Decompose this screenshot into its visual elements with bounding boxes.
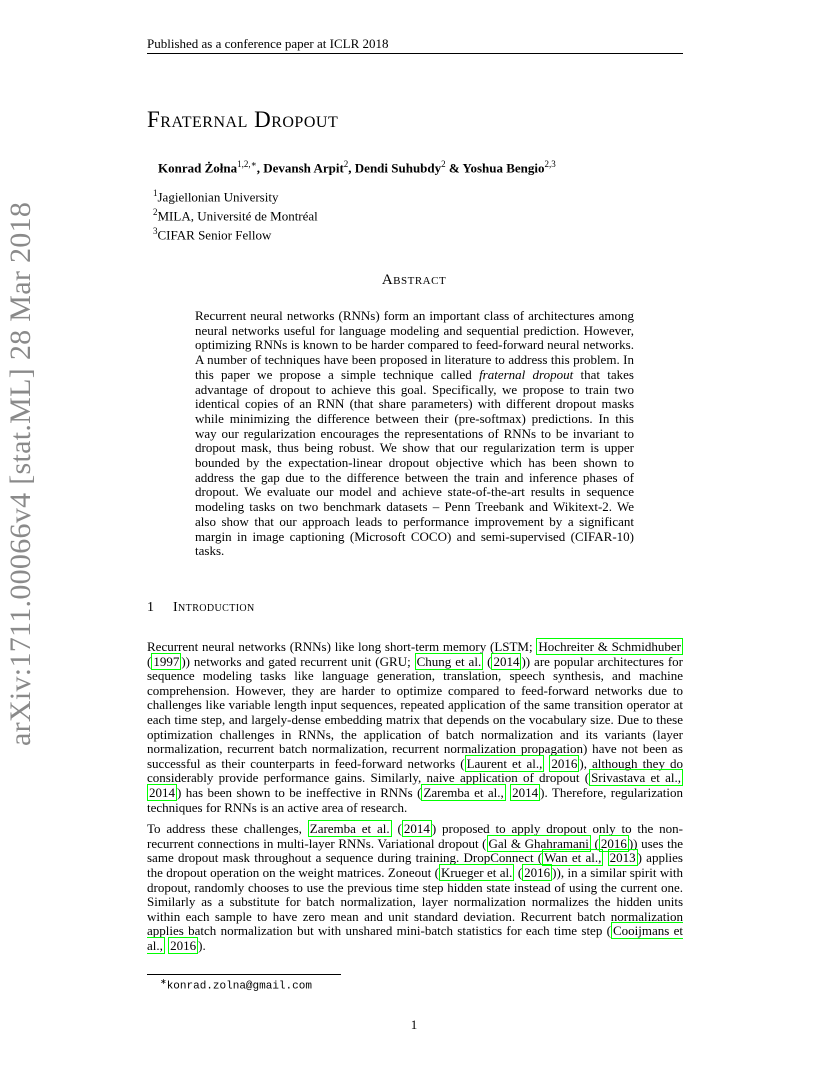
- footnote-email[interactable]: konrad.zolna@gmail.com: [166, 980, 312, 993]
- abstract-text: that takes advantage of dropout to achieve this goal. Specifically, we propose to train two identical copies of an RNN (that share parameters) with different dropout masks while minimizing the difference between their (pre-softmax) predictions. In this way our regularization encourages the representations of RNNs to be invariant to dropout mask, thus being robust. We show that our regularization term is upper bounded by the expectation-linear dropout objective which has been shown to address the gap due to the difference between the train and inference phases of dropout. We evaluate our model and achieve state-of-the-art results in sequence modeling tasks on two benchmark datasets – Penn Treebank and Wikitext-2. We also show that our approach leads to performance improvement by a significant margin in image captioning (Microsoft COCO) and semi-supervised (CIFAR-10) tasks.: [195, 366, 634, 559]
- paragraph: Recurrent neural networks (RNNs) like long short-term memory (LSTM; Hochreiter & Schmidhuber ( 1997 )) networks and gated recurrent unit (GRU; Chung et al. ( 2014 )) are popular architectures for sequence modeling tasks like language generation, translation, speech synthesis, and machine comprehension. However, they are harder to optimize compared to feed-forward networks due to challenges like variable length input sequences, repeated application of the same transition operator at each time step, and largely-dense embedding matrix that depends on the vocabulary size. Due to these optimization challenges in RNNs, the application of batch normalization and its variants (layer normalization, recurrent batch normalization, recurrent normalization propagation) have not been as successful as their counterparts in feed-forward networks ( Laurent et al., 2016 ), although they do considerably provide performance gains. Similarly, naive application of dropout ( Srivastava et al., 2014 ) has been shown to be ineffective in RNNs ( Zaremba et al., 2014 ). Therefore, regularization techniques for RNNs is an active area of research.: [147, 639, 683, 815]
- citation-link[interactable]: Hochreiter & Schmidhuber: [538, 639, 682, 654]
- affiliation: [153, 186, 318, 205]
- header-rule: [147, 53, 683, 54]
- section-number: 1: [147, 600, 155, 615]
- citation-link[interactable]: 2014: [403, 821, 430, 837]
- footnote: [160, 977, 312, 993]
- page-number: 1: [410, 1017, 418, 1032]
- affiliation-text: MILA, Université de Montréal: [157, 208, 318, 224]
- citation-link[interactable]: 2016: [170, 937, 197, 953]
- citation-link[interactable]: 2016: [524, 864, 551, 880]
- author-separator: &: [445, 160, 463, 176]
- author-name: Dendi Suhubdy: [354, 160, 442, 176]
- section-title: Introduction: [173, 600, 255, 615]
- abstract-text: Recurrent neural networks (RNNs) form an important class of architectures among neural networks useful for language modeling and sequential prediction. However, optimizing RNNs is known to be harder compared to feed-forward neural networks. A number of techniques have been proposed in literature to address this problem. In this paper we propose a simple technique called: [195, 308, 634, 382]
- section-heading: [147, 600, 255, 616]
- author-affil-sup: 2: [441, 159, 446, 169]
- abstract-body: [195, 309, 634, 559]
- affiliation: [153, 205, 318, 224]
- affiliation-text: CIFAR Senior Fellow: [157, 226, 272, 242]
- footnote-rule: [147, 974, 341, 975]
- author-affil-sup: 1,2,∗: [237, 159, 257, 169]
- author-name: Yoshua Bengio: [462, 160, 545, 176]
- affiliation-text: Jagiellonian University: [157, 189, 279, 205]
- affiliation-list: [153, 186, 318, 242]
- author-name: Devansh Arpit: [263, 160, 344, 176]
- citation-link[interactable]: 2014: [149, 784, 175, 800]
- author-separator: ,: [348, 160, 355, 176]
- affiliation-sup: 3: [153, 225, 158, 236]
- citation-link[interactable]: Cooijmans et al.,: [147, 923, 683, 953]
- abstract-emphasis: fraternal dropout: [479, 366, 574, 382]
- citation-link[interactable]: Gal & Ghahramani: [488, 835, 589, 851]
- citation-link[interactable]: 2013: [609, 850, 636, 866]
- affiliation-sup: 1: [153, 188, 158, 198]
- citation-link[interactable]: 1997: [153, 653, 180, 669]
- citation-link[interactable]: 2014: [512, 784, 539, 800]
- arxiv-stamp: arXiv:1711.00066v4 [stat.ML] 28 Mar 2018: [4, 201, 37, 746]
- author-name: Konrad Żołna: [158, 160, 238, 176]
- author-list: [158, 156, 556, 176]
- citation-link[interactable]: Srivastava et al.,: [591, 770, 681, 786]
- author-affil-sup: 2: [343, 159, 349, 169]
- citation-link[interactable]: Zaremba et al.: [309, 821, 390, 837]
- citation-link[interactable]: 2016: [600, 835, 627, 851]
- citation-link[interactable]: 2016: [551, 755, 578, 771]
- citation-link[interactable]: Laurent et al.,: [466, 755, 543, 771]
- citation-link[interactable]: Chung et al.: [416, 653, 482, 669]
- affiliation: [153, 224, 318, 243]
- running-header: Published as a conference paper at ICLR 2018: [147, 36, 389, 51]
- citation-link[interactable]: 2014: [493, 653, 520, 669]
- abstract-heading: Abstract: [381, 272, 447, 288]
- author-separator: ,: [256, 160, 264, 176]
- footnote-mark: ∗: [160, 977, 167, 986]
- paragraph: To address these challenges, Zaremba et al. ( 2014 ) proposed to apply dropout only to the non-recurrent connections in multi-layer RNNs. Variational dropout ( Gal & Ghahramani ( 2016 )) uses the same dropout mask throughout a sequence during training. DropConnect ( Wan et al., 2013 ) applies the dropout operation on the weight matrices. Zoneout ( Krueger et al. ( 2016 )), in a similar spirit with dropout, randomly chooses to use the previous time step hidden state instead of using the current one. Similarly as a substitute for batch normalization, layer normalization normalizes the hidden units within each sample to have zero mean and unit standard deviation. Recurrent batch normalization applies batch normalization but with unshared mini-batch statistics for each time step ( Cooijmans et al., 2016 ).: [147, 821, 683, 953]
- citation-link[interactable]: Wan et al.,: [544, 850, 602, 866]
- citation-link[interactable]: Krueger et al.: [440, 864, 513, 880]
- intro-body: [147, 640, 683, 960]
- paper-title: Fraternal Dropout: [147, 107, 339, 132]
- author-affil-sup: 2,3: [544, 159, 556, 169]
- citation-link[interactable]: Zaremba et al.,: [423, 784, 504, 800]
- affiliation-sup: 2: [153, 206, 158, 217]
